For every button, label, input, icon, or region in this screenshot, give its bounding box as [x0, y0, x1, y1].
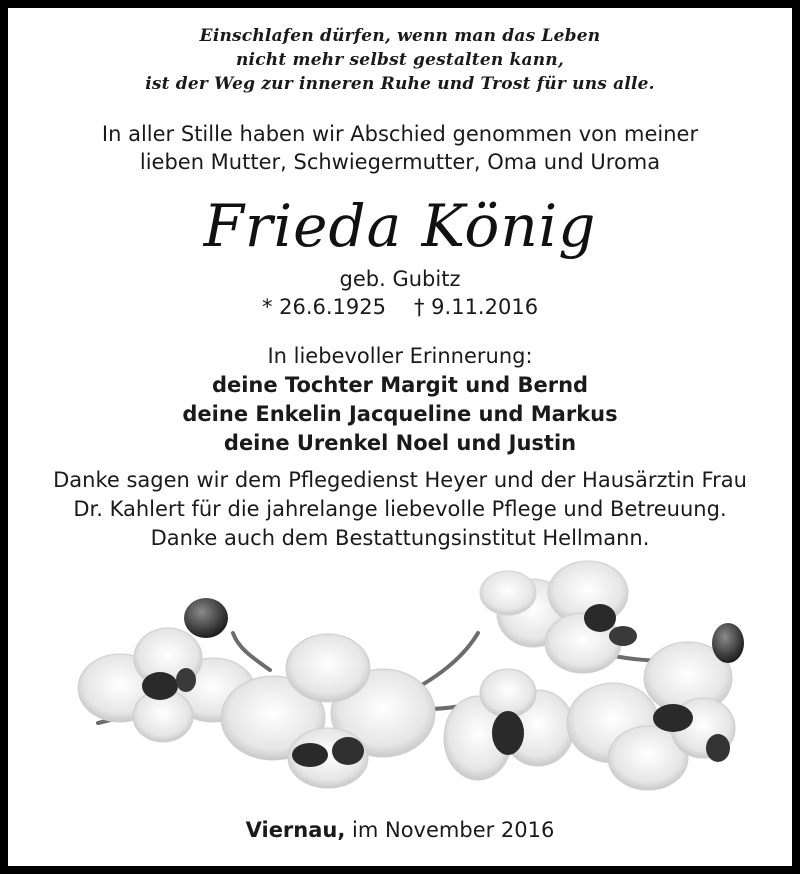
birth-date: * 26.6.1925	[261, 295, 386, 319]
mourner-line: deine Urenkel Noel und Justin	[223, 431, 577, 455]
thanks-line-1: Danke sagen wir dem Pflegedienst Heyer und der Hausärztin Frau	[53, 468, 747, 492]
intro-line-1: In aller Stille haben wir Abschied genommen von meiner	[101, 122, 699, 146]
motto-verse	[8, 24, 792, 96]
intro-line-2: lieben Mutter, Schwiegermutter, Oma und Uroma	[139, 150, 661, 174]
footer-date: im November 2016	[352, 818, 555, 842]
motto-line-3: ist der Weg zur inneren Ruhe und Trost für uns alle.	[145, 74, 655, 94]
footer-place: Viernau,	[245, 818, 346, 842]
orchid-right-center	[444, 669, 574, 780]
intro-text	[8, 120, 792, 176]
memory-heading: In liebevoller Erinnerung:	[267, 344, 533, 368]
mourner-line: deine Enkelin Jacqueline und Markus	[182, 402, 618, 426]
thanks-text	[8, 466, 792, 553]
birth-name: geb. Gubitz	[339, 267, 461, 291]
mourner-line: deine Tochter Margit und Bernd	[211, 373, 589, 397]
death-date: † 9.11.2016	[414, 295, 539, 319]
thanks-line-3: Danke auch dem Bestattungsinstitut Hellmann.	[150, 526, 650, 550]
orchid-bud	[184, 598, 228, 638]
motto-line-1: Einschlafen dürfen, wenn man das Leben	[199, 26, 601, 46]
deceased-name: Frieda König	[203, 192, 597, 260]
orchid-illustration	[8, 548, 792, 818]
obituary-notice	[8, 8, 792, 866]
memory-section	[8, 342, 792, 458]
life-dates	[8, 294, 792, 321]
footer-line	[8, 816, 792, 844]
thanks-line-2: Dr. Kahlert für die jahrelange liebevolle Pflege und Betreuung.	[73, 497, 727, 521]
orchid-top-right	[480, 561, 637, 673]
motto-line-2: nicht mehr selbst gestalten kann,	[236, 50, 564, 70]
